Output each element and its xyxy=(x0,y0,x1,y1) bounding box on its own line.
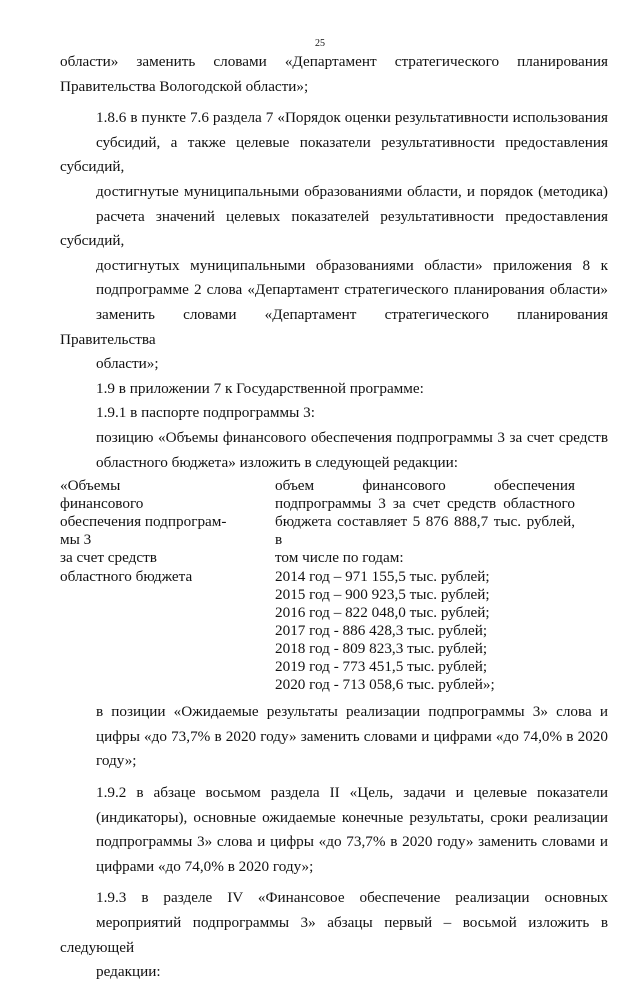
text-line: цифрами «до 74,0% в 2020 году»; xyxy=(96,857,314,875)
text-line: 1.9.2 в абзаце восьмом раздела II «Цель, задачи и целевые показатели xyxy=(96,784,608,801)
page-number: 25 xyxy=(315,38,325,49)
table-left-line: мы 3 xyxy=(60,531,92,549)
text-line: цифры «до 73,7% в 2020 году» заменить словами и цифрами «до 74,0% в 2020 xyxy=(96,727,608,745)
text-line: Правительства Вологодской области»; xyxy=(60,77,309,95)
year-line: 2015 год – 900 923,5 тыс. рублей; xyxy=(275,585,490,603)
paragraph-1-8-6 xyxy=(60,106,608,377)
table-right-line: том числе по годам: xyxy=(275,549,404,567)
text-line: достигнутые муниципальными образованиями области, и порядок (методика) xyxy=(96,182,608,200)
text-line: достигнутых муниципальными образованиями области» приложения 8 к xyxy=(96,256,608,274)
paragraph-expected-results xyxy=(60,700,608,774)
table-left-line: финансового xyxy=(60,495,144,513)
text-line: области» заменить словами «Департамент стратегического планирования xyxy=(60,53,608,70)
text-line: заменить словами «Департамент стратегического планирования Правительства xyxy=(60,305,608,348)
text-line: подпрограмме 2 слова «Департамент стратегического планирования области» xyxy=(96,281,608,299)
text-line: субсидий, а также целевые показатели результативности предоставления субсидий, xyxy=(60,133,608,176)
year-line: 2019 год - 773 451,5 тыс. рублей; xyxy=(275,658,488,676)
table-right-line: объем финансового обеспечения xyxy=(275,477,575,495)
table-left-line: «Объемы xyxy=(60,477,121,495)
text-line: в позиции «Ожидаемые результаты реализации подпрограммы 3» слова и xyxy=(96,703,608,721)
table-right-line: подпрограммы 3 за счет средств областного xyxy=(275,495,575,513)
table-left-column xyxy=(60,477,275,694)
table-left-line: за счет средств xyxy=(60,549,157,567)
table-right-line: бюджета составляет 5 876 888,7 тыс. рублей, в xyxy=(275,513,575,549)
year-line: 2017 год - 886 428,3 тыс. рублей; xyxy=(275,621,488,639)
text-line: расчета значений целевых показателей результативности предоставления субсидий, xyxy=(60,207,608,250)
table-right-column xyxy=(275,477,575,694)
text-line: 1.8.6 в пункте 7.6 раздела 7 «Порядок оценки результативности использования xyxy=(96,109,608,127)
text-line: (индикаторы), основные ожидаемые конечные результаты, сроки реализации xyxy=(96,808,608,826)
funding-table xyxy=(60,477,608,694)
text-line: областного бюджета» изложить в следующей редакции: xyxy=(96,453,458,471)
paragraph-position xyxy=(60,426,608,475)
document-body xyxy=(60,50,608,985)
table-left-line: областного бюджета xyxy=(60,567,193,585)
paragraph-1 xyxy=(60,50,608,99)
paragraph-1-9-2 xyxy=(60,781,608,879)
table-left-line: обеспечения подпрограм- xyxy=(60,513,227,531)
paragraph-1-9-1: 1.9.1 в паспорте подпрограммы 3: xyxy=(96,404,315,422)
year-line: 2014 год – 971 155,5 тыс. рублей; xyxy=(275,567,490,585)
year-line: 2020 год - 713 058,6 тыс. рублей»; xyxy=(275,676,495,694)
year-line: 2018 год - 809 823,3 тыс. рублей; xyxy=(275,639,488,657)
text-line: редакции: xyxy=(96,963,161,981)
text-line: позицию «Объемы финансового обеспечения подпрограммы 3 за счет средств xyxy=(96,428,608,446)
text-line: 1.9.3 в разделе IV «Финансовое обеспечение реализации основных xyxy=(96,889,608,907)
text-line: году»; xyxy=(96,752,137,770)
text-line: области»; xyxy=(96,355,159,373)
paragraph-1-9-3 xyxy=(60,886,608,984)
text-line: подпрограммы 3» слова и цифры «до 73,7% в 2020 году» заменить словами и xyxy=(96,833,608,851)
year-line: 2016 год – 822 048,0 тыс. рублей; xyxy=(275,603,490,621)
paragraph-1-9: 1.9 в приложении 7 к Государственной программе: xyxy=(96,379,424,397)
text-line: мероприятий подпрограммы 3» абзацы первый – восьмой изложить в следующей xyxy=(60,913,608,956)
